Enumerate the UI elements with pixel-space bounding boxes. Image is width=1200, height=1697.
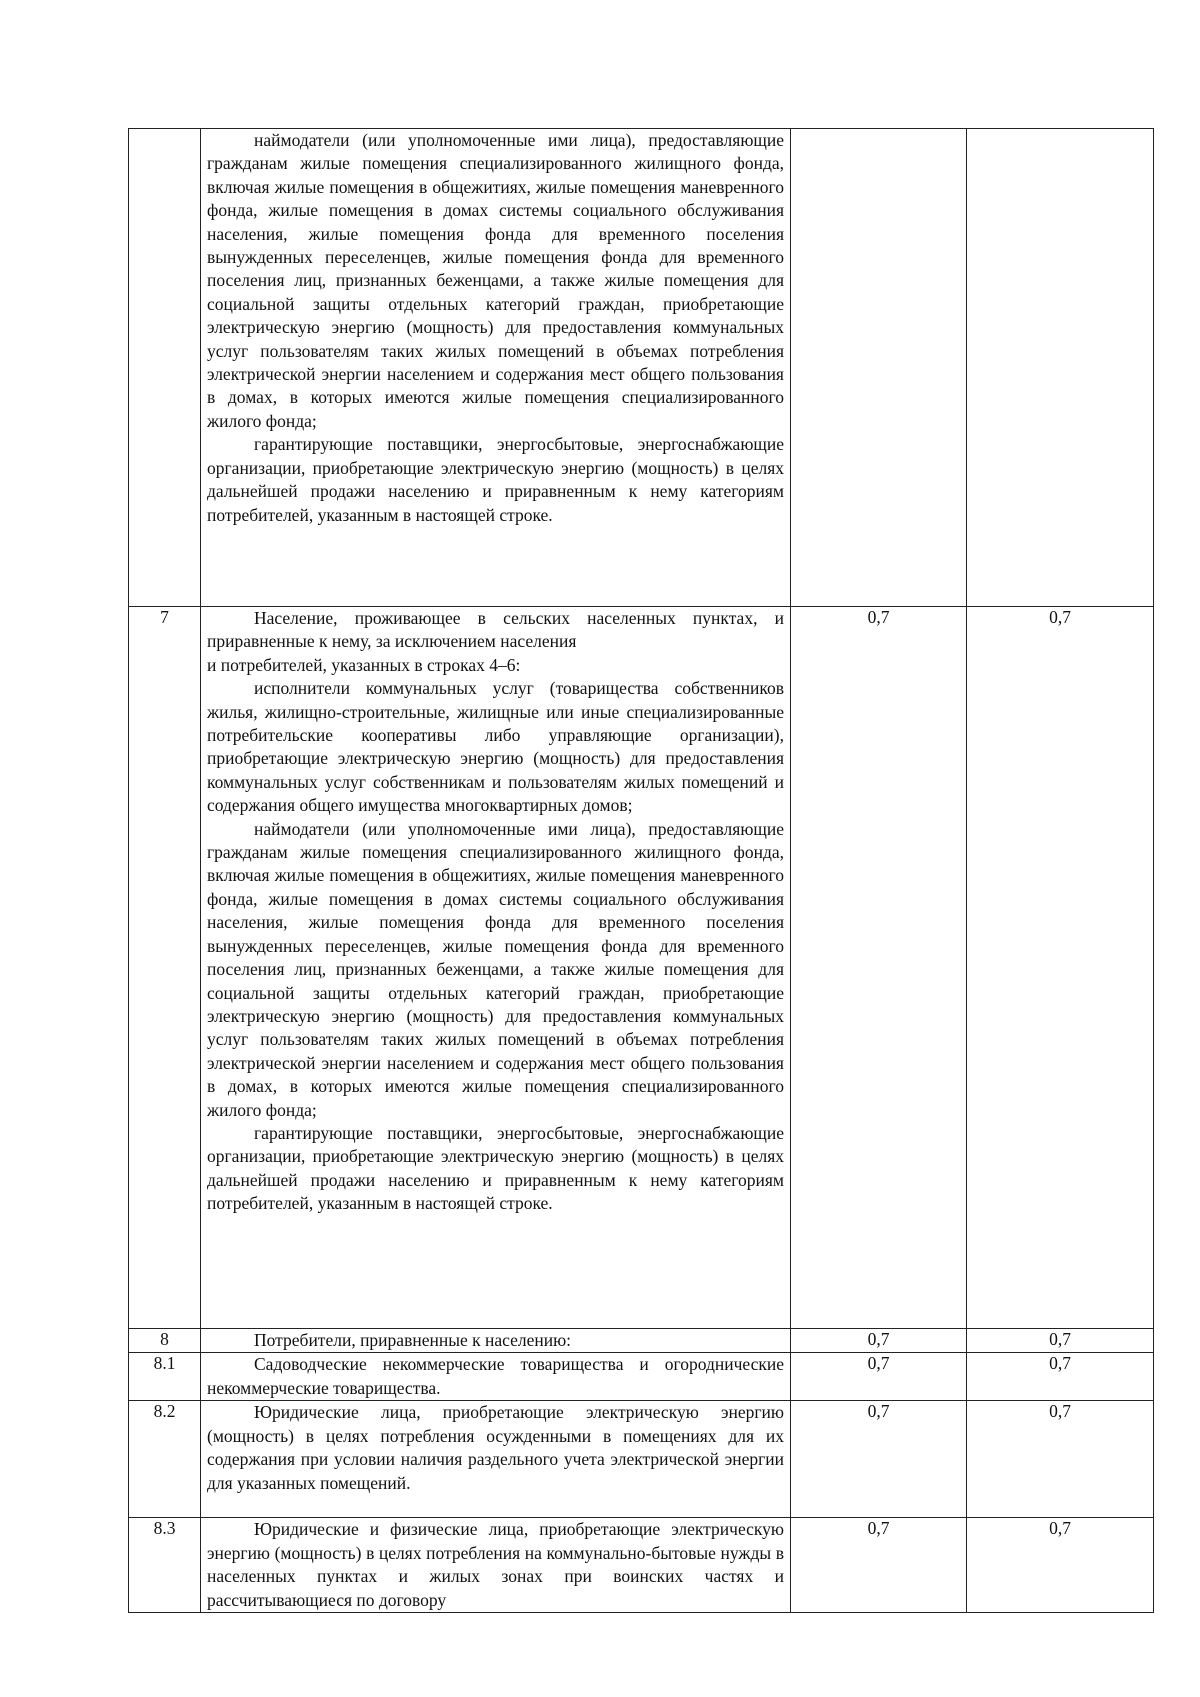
table-row — [129, 1353, 1154, 1401]
paragraph: исполнители коммунальных услуг (товарищества собственников жилья, жилищно-строительные, жилищные или иные специализированные потребительские кооперативы либо управляющие организации), приобретающие электрическую энергию (мощность) для предоставления коммунальных услуг собственникам и пользователям жилых помещений и содержания общего имущества многоквартирных домов; — [207, 678, 784, 816]
value-cell-2: 0,7 — [967, 1518, 1154, 1613]
value-cell-2: 0,7 — [967, 1401, 1154, 1518]
table-row — [129, 607, 1154, 1329]
row-number: 8.3 — [129, 1518, 201, 1613]
value-cell-2: 0,7 — [967, 1329, 1154, 1353]
row-description — [201, 1518, 791, 1613]
table-row — [129, 1518, 1154, 1613]
paragraph: Население, проживающее в сельских населенных пунктах, и приравненные к нему, за исключением населения — [207, 608, 784, 652]
row-number: 8.2 — [129, 1401, 201, 1518]
row-description — [201, 1353, 791, 1401]
row-number: 8 — [129, 1329, 201, 1353]
row-number: 8.1 — [129, 1353, 201, 1401]
value-cell-1: 0,7 — [791, 1353, 967, 1401]
paragraph: наймодатели (или уполномоченные ими лица), предоставляющие гражданам жилые помещения специализированного жилищного фонда, включая жилые помещения в общежитиях, жилые помещения маневренного фонда, жилые помещения в домах системы социального обслуживания населения, жилые помещения фонда для временного поселения вынужденных переселенцев, жилые помещения фонда для временного поселения лиц, признанных беженцами, а также жилые помещения для социальной защиты отдельных категорий граждан, приобретающие электрическую энергию (мощность) для предоставления коммунальных услуг пользователям таких жилых помещений в объемах потребления электрической энергии населением и содержания мест общего пользования в домах, в которых имеются жилые помещения специализированного жилого фонда; — [207, 818, 784, 1120]
paragraph: Юридические и физические лица, приобретающие электрическую энергию (мощность) в целях потребления на коммунально-бытовые нужды в населенных пунктах и жилых зонах при воинских частях и рассчитывающиеся по договору — [207, 1519, 784, 1610]
paragraph: гарантирующие поставщики, энергосбытовые, энергоснабжающие организации, приобретающие электрическую энергию (мощность) в целях дальнейшей продажи населению и приравненным к нему категориям потребителей, указанным в настоящей строке. — [207, 434, 784, 525]
value-cell-2: 0,7 — [967, 1353, 1154, 1401]
row-description — [201, 607, 791, 1329]
value-cell-1: 0,7 — [791, 1401, 967, 1518]
value-cell-1: 0,7 — [791, 1329, 967, 1353]
value-cell-2 — [967, 129, 1154, 607]
table-row — [129, 1329, 1154, 1353]
paragraph: и потребителей, указанных в строках 4–6: — [207, 654, 521, 675]
paragraph: Потребители, приравненные к населению: — [254, 1330, 572, 1350]
row-number: 7 — [129, 607, 201, 1329]
row-number — [129, 129, 201, 607]
paragraph: Юридические лица, приобретающие электрическую энергию (мощность) в целях потребления осужденными в помещениях для их содержания при условии наличия раздельного учета электрической энергии для указанных помещений. — [207, 1402, 784, 1493]
row-description — [201, 129, 791, 607]
value-cell-2: 0,7 — [967, 607, 1154, 1329]
tariff-table — [128, 128, 1154, 1613]
paragraph: наймодатели (или уполномоченные ими лица), предоставляющие гражданам жилые помещения специализированного жилищного фонда, включая жилые помещения в общежитиях, жилые помещения маневренного фонда, жилые помещения в домах системы социального обслуживания населения, жилые помещения фонда для временного поселения вынужденных переселенцев, жилые помещения фонда для временного поселения лиц, признанных беженцами, а также жилые помещения для социальной защиты отдельных категорий граждан, приобретающие электрическую энергию (мощность) для предоставления коммунальных услуг пользователям таких жилых помещений в объемах потребления электрической энергии населением и содержания мест общего пользования в домах, в которых имеются жилые помещения специализированного жилого фонда; — [207, 130, 784, 431]
paragraph: гарантирующие поставщики, энергосбытовые, энергоснабжающие организации, приобретающие электрическую энергию (мощность) в целях дальнейшей продажи населению и приравненным к нему категориям потребителей, указанным в настоящей строке. — [207, 1122, 784, 1214]
value-cell-1: 0,7 — [791, 1518, 967, 1613]
table-row — [129, 129, 1154, 607]
row-description — [201, 1401, 791, 1518]
value-cell-1 — [791, 129, 967, 607]
table-row — [129, 1401, 1154, 1518]
paragraph: Садоводческие некоммерческие товарищества и огороднические некоммерческие товарищества. — [207, 1354, 784, 1398]
value-cell-1: 0,7 — [791, 607, 967, 1329]
row-description — [201, 1329, 791, 1353]
